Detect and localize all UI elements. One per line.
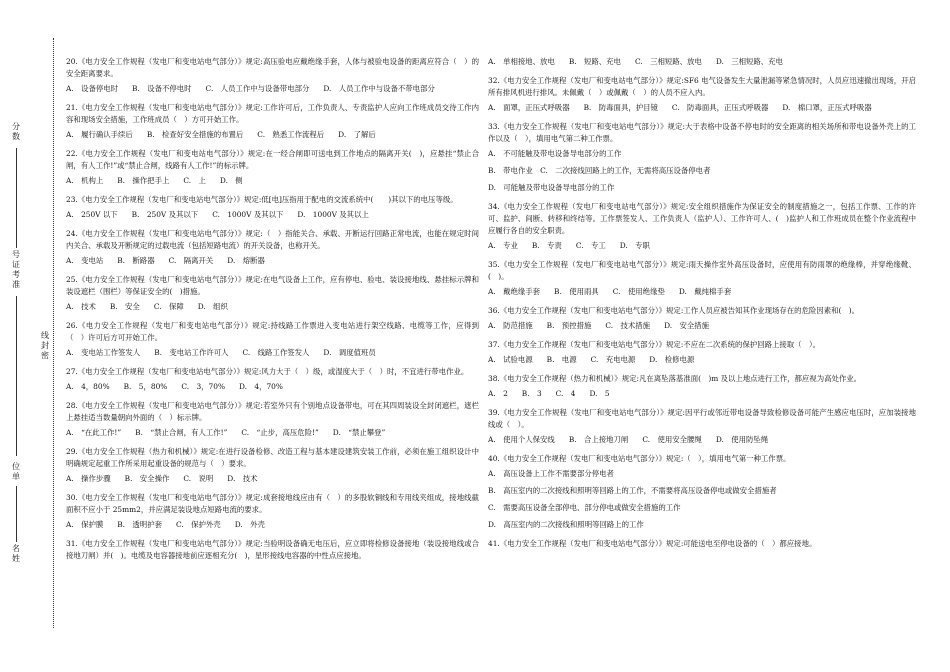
answer-option: A. 机构上 (66, 176, 104, 185)
question-item (488, 407, 916, 446)
question-stem: 30.《电力安全工作规程（发电厂和变电站电气部分）》规定:成套接地线应由有（ ）的多股软铜线和专用线夹组成，接地线截面积不应小于 25mm2，并应满足装设地点短路电流的要求。 (66, 493, 479, 514)
unit-label: 位单 (12, 462, 20, 481)
answer-option: A. 专业 (488, 241, 518, 250)
answer-option: C. 专工 (575, 241, 606, 250)
question-item (488, 75, 916, 114)
question-item (488, 453, 916, 531)
answer-option: B. “禁止合闸，有人工作!” (135, 428, 228, 437)
answer-options (66, 473, 479, 485)
question-stem: 24.《电力安全工作规程（发电厂和变电站电气部分）》规定:（ ）指能关合、承载、开断运行回路正常电流，也能在规定时间内关合、承载及开断规定的过载电流（包括短路电流）的开关设备，也称开关。 (66, 229, 479, 250)
question-item (66, 148, 479, 187)
answer-option: D. 专职 (619, 241, 650, 250)
answer-option: B. 断路器 (117, 256, 155, 265)
question-item (488, 305, 916, 332)
answer-option: B. 高压室内的二次接线和照明等回路上的工作，不需要将高压设备停电或做安全措施者 (488, 486, 777, 495)
answer-option: D. 技术 (227, 474, 258, 483)
exam-id-label: 号证考准 (12, 250, 20, 289)
name-label: 名姓 (12, 544, 20, 563)
answer-option: D. 调度值班员 (323, 348, 376, 357)
question-stem: 35.《电力安全工作规程（发电厂和变电站电气部分）》规定:雨天操作室外高压设备时，应使用有防雨罩的绝缘棒，并穿绝缘靴、( )。 (488, 260, 916, 281)
answer-option: A. “在此工作!” (66, 428, 122, 437)
answer-options (66, 209, 479, 221)
answer-options (488, 286, 916, 298)
question-item (66, 492, 479, 531)
answer-option: A. 设备停电时 (66, 84, 119, 93)
answer-option: A. 戴绝缘手套 (488, 287, 541, 296)
answer-option: D. 组织 (197, 302, 228, 311)
answer-option: C. 充电电源 (590, 355, 636, 364)
answer-option: A. 保护膜 (66, 520, 104, 529)
answer-option: D. 4，70% (238, 382, 283, 391)
margin-rule (16, 296, 17, 456)
answer-option: B. 3 (521, 389, 542, 398)
answer-option: B. 检查好安全措施的布置后 (146, 130, 244, 139)
answer-option: C. 线路工作签发人 (242, 348, 310, 357)
answer-option: B. 带电作业 C. 二次接线回路上的工作，无需将高压设备停电者 (488, 166, 711, 175)
answer-options (488, 434, 916, 446)
answer-option: C. 保障 (153, 302, 184, 311)
answer-option: C. 人员工作中与设备带电部分 (205, 84, 310, 93)
question-item (66, 228, 479, 267)
answer-option: B. 变电站工作许可人 (154, 348, 229, 357)
answer-options (66, 129, 479, 141)
answer-options (488, 320, 916, 332)
question-stem: 34.《电力安全工作规程（发电厂和变电站电气部分）》规定:安全组织措施作为保证安全的制度措施之一，包括工作票、工作的许可、监护、间断、转移和终结等。工作票签发人、工作负责人（监护人）、工作许可人、( )监护人和工作班成员在整个作业流程中应履行各自的安全职责。 (488, 202, 916, 235)
answer-option: B. 防毒面具，护目镜 (583, 103, 658, 112)
question-stem: 23.《电力安全工作规程（发电厂和变电站电气部分）》规定:低[电]压指用于配电的交流系统中( )其以下的电压等级。 (66, 195, 458, 204)
question-stem: 36.《电力安全工作规程（发电厂和变电站电气部分）》规定:工作人员应被告知其作业现场存在的危险因素和( )。 (488, 306, 860, 315)
question-item (488, 259, 916, 298)
answer-option: B. 透明护套 (117, 520, 162, 529)
answer-option: C. 防毒面具，正压式呼吸器 (671, 103, 769, 112)
answer-option: D. 侧 (219, 176, 243, 185)
answer-options (66, 427, 479, 439)
answer-options (488, 468, 916, 531)
question-stem: 33.《电力安全工作规程（发电厂和变电站电气部分）》规定:大于表格中设备不停电时的安全距离的相关场所和带电设备外壳上的工作以及（ ），填用电气第二种工作票。 (488, 122, 916, 143)
answer-option: A. 使用个人保安线 (488, 435, 555, 444)
answer-option: B. 电源 (546, 355, 577, 364)
answer-options (488, 102, 916, 114)
answer-option: D. 1000V 及其以上 (297, 210, 369, 219)
question-item (488, 373, 916, 400)
question-stem: 38.《电力安全工作规程（热力和机械）》规定:凡在离坠落基准面( )m 及以上地点进行工作，都应视为高处作业。 (488, 374, 862, 383)
margin-rule (16, 486, 17, 542)
question-stem: 41.《电力安全工作规程（发电厂和变电站电气部分）》规定:可能送电至停电设备的（ ）都应接地。 (488, 539, 817, 548)
answer-options (488, 388, 916, 400)
question-stem: 37.《电力安全工作规程（发电厂和变电站电气部分）》规定:不应在二次系统的保护回路上接取（ ）。 (488, 340, 821, 349)
question-stem: 27.《电力安全工作规程（发电厂和变电站电气部分）》规定:风力大于（ ）级，或湿度大于（ ）时，不宜进行带电作业。 (66, 367, 469, 376)
answer-options (66, 381, 479, 393)
answer-option: D. 可能触及带电设备导电部分的工作 (488, 183, 615, 192)
answer-option: D. 5 (589, 389, 610, 398)
question-stem: 20.《电力安全工作规程（发电厂和变电站电气部分）》规定:高压验电应戴绝缘手套，人体与被验电设备的距离应符合（ ）的安全距离要求。 (66, 57, 479, 78)
answer-options (488, 56, 916, 68)
question-item (488, 56, 916, 68)
answer-option: D. 高压室内的二次接线和照明等回路上的工作 (488, 520, 644, 529)
answer-option: B. 安全操作 (124, 474, 170, 483)
answer-option: D. 棉口罩，正压式呼吸器 (782, 103, 872, 112)
seal-dotted-line (53, 38, 54, 628)
answer-option: B. 设备不停电时 (132, 84, 192, 93)
answer-option: A. 250V 以下 (66, 210, 118, 219)
answer-option: B. 预控措施 (546, 321, 592, 330)
answer-option: A. 技术 (66, 302, 96, 311)
question-stem: 25.《电力安全工作规程（发电厂和变电站电气部分）》规定:在电气设备上工作，应有停电、验电、装设接地线、悬挂标示牌和装设遮栏（围栏）等保证安全的( )措施。 (66, 275, 479, 296)
question-item (488, 201, 916, 252)
answer-option: D. 熔断器 (227, 256, 265, 265)
question-item (66, 274, 479, 313)
answer-option: D. “禁止攀登” (332, 428, 386, 437)
answer-option: A. 操作步骤 (66, 474, 111, 483)
answer-options (488, 354, 916, 366)
answer-option: C. “止步，高压危险!” (241, 428, 319, 437)
answer-option: B. 使用雨具 (554, 287, 599, 296)
answer-options (66, 175, 479, 187)
answer-option: C. 上 (183, 176, 206, 185)
answer-option: A. 变电站 (66, 256, 104, 265)
answer-option: B. 5，80% (123, 382, 168, 391)
answer-option: A. 变电站工作签发人 (66, 348, 141, 357)
answer-options (488, 240, 916, 252)
question-stem: 32.《电力安全工作规程（发电厂和变电站电气部分）》规定:SF6 电气设备发生大量泄漏等紧急情况时，人员应迅速撤出现场，开启所有排风机进行排风。未佩戴（ ）或佩戴（ ）的人员不应入内。 (488, 76, 916, 97)
answer-option: B. 250V 及其以下 (131, 210, 199, 219)
question-stem: 22.《电力安全工作规程（发电厂和变电站电气部分）》规定:在一经合闸即可送电到工作地点的隔离开关( )，应悬挂“禁止合闸，有人工作!”或“禁止合闸，线路有人工作!”的标示牌。 (66, 149, 479, 170)
answer-option: D. 三相短路、充电 (715, 57, 783, 66)
question-item (66, 538, 479, 562)
answer-option: B. 专责 (531, 241, 562, 250)
answer-option: D. 安全措施 (664, 321, 710, 330)
answer-options (66, 255, 479, 267)
answer-options (66, 519, 479, 531)
question-stem: 39.《电力安全工作规程（发电厂和变电站电气部分）》规定:因平行或邻近带电设备导致检修设备可能产生感应电压时，应加装接地线或（ ）。 (488, 408, 916, 429)
answer-option: A. 履行确认手续后 (66, 130, 133, 139)
answer-option: C. 4 (555, 389, 576, 398)
answer-option: A. 试验电源 (488, 355, 533, 364)
question-item (66, 366, 479, 393)
answer-options (66, 347, 479, 359)
question-stem: 21.《电力安全工作规程（发电厂和变电站电气部分）》规定:工作许可后，工作负责人、专责监护人应向工作班成员交待工作内容和现场安全措施，工作班成员（ ）方可开始工作。 (66, 103, 479, 124)
answer-option: A. 单相接地、放电 (488, 57, 555, 66)
question-stem: 26.《电力安全工作规程（发电厂和变电站电气部分）》规定:持线路工作票进入变电站进行架空线路、电缆等工作，应得到（ ）许可后方可开始工作。 (66, 321, 479, 342)
right-question-column (488, 56, 916, 553)
answer-option: C. 使用绝缘垫 (612, 287, 665, 296)
score-label: 分数 (12, 122, 20, 141)
answer-option: D. 外壳 (234, 520, 265, 529)
question-item (488, 121, 916, 194)
answer-options (66, 301, 479, 313)
question-item (488, 538, 916, 550)
answer-option: C. 1000V 及其以下 (212, 210, 284, 219)
answer-option: A. 4，80% (66, 382, 110, 391)
answer-option: A. 2 (488, 389, 508, 398)
answer-option: B. 安全 (109, 302, 140, 311)
answer-option: C. 熟悉工作流程后 (257, 130, 325, 139)
answer-options (488, 148, 916, 194)
question-item (488, 339, 916, 366)
answer-option: D. 检修电源 (649, 355, 695, 364)
answer-option: A. 高压设备上工作不需要部分停电者 (488, 469, 614, 478)
answer-option: A. 防范措施 (488, 321, 533, 330)
answer-option: C. 保护外壳 (175, 520, 221, 529)
question-stem: 28.《电力安全工作规程（发电厂和变电站电气部分）》规定:若室外只有个别地点设备带电，可在其四周装设全封闭遮栏，遮栏上悬挂适当数量朝向外面的（ ）标示牌。 (66, 401, 479, 422)
answer-option: C. 隔离开关 (168, 256, 214, 265)
answer-option: B. 操作把手上 (117, 176, 170, 185)
answer-option: D. 了解后 (338, 130, 376, 139)
question-item (66, 446, 479, 485)
binding-margin (0, 0, 62, 672)
answer-options (66, 83, 479, 95)
answer-option: A. 不可能触及带电设备导电部分的工作 (488, 149, 622, 158)
question-stem: 29.《电力安全工作规程（热力和机械）》规定:在进行设备检修、改造工程与基本建设建筑安装工作前，必须在施工组织设计中明确规定起重工作所采用起重设备的规范与（ ）要求。 (66, 447, 479, 468)
answer-option: C. 3，70% (181, 382, 225, 391)
answer-option: A. 面罩，正压式呼吸器 (488, 103, 570, 112)
left-question-column (66, 56, 479, 565)
question-stem: 40.《电力安全工作规程（发电厂和变电站电气部分）》规定:（ ），填用电气第一种工作票。 (488, 454, 791, 463)
answer-option: D. 使用防坠绳 (715, 435, 769, 444)
answer-option: B. 短路、充电 (568, 57, 621, 66)
margin-rule (16, 148, 17, 248)
answer-option: C. 技术措施 (605, 321, 651, 330)
answer-option: C. 使用安全腰绳 (642, 435, 702, 444)
answer-option: C. 三相短路、放电 (634, 57, 702, 66)
question-stem: 31.《电力安全工作规程（发电厂和变电站电气部分）》规定:当验明设备确无电压后，应立即将检修设备接地（装设接地线或合接地刀闸）并( )。电缆及电容器接地前应逐相充分( )，星形接线电容器的中性点应接地。 (66, 539, 479, 560)
question-item (66, 194, 479, 221)
answer-option: C. 需要高压设备全部停电、部分停电或做安全措施的工作 (488, 503, 681, 512)
question-item (66, 56, 479, 95)
answer-option: C. 说明 (183, 474, 214, 483)
question-item (66, 102, 479, 141)
answer-option: B. 合上接地刀闸 (568, 435, 629, 444)
question-item (66, 400, 479, 439)
answer-option: D. 人员工作中与设备不带电部分 (323, 84, 435, 93)
answer-option: D. 戴纯棉手套 (678, 287, 732, 296)
question-item (66, 320, 479, 359)
seal-line-label: 线封密 (41, 331, 49, 360)
